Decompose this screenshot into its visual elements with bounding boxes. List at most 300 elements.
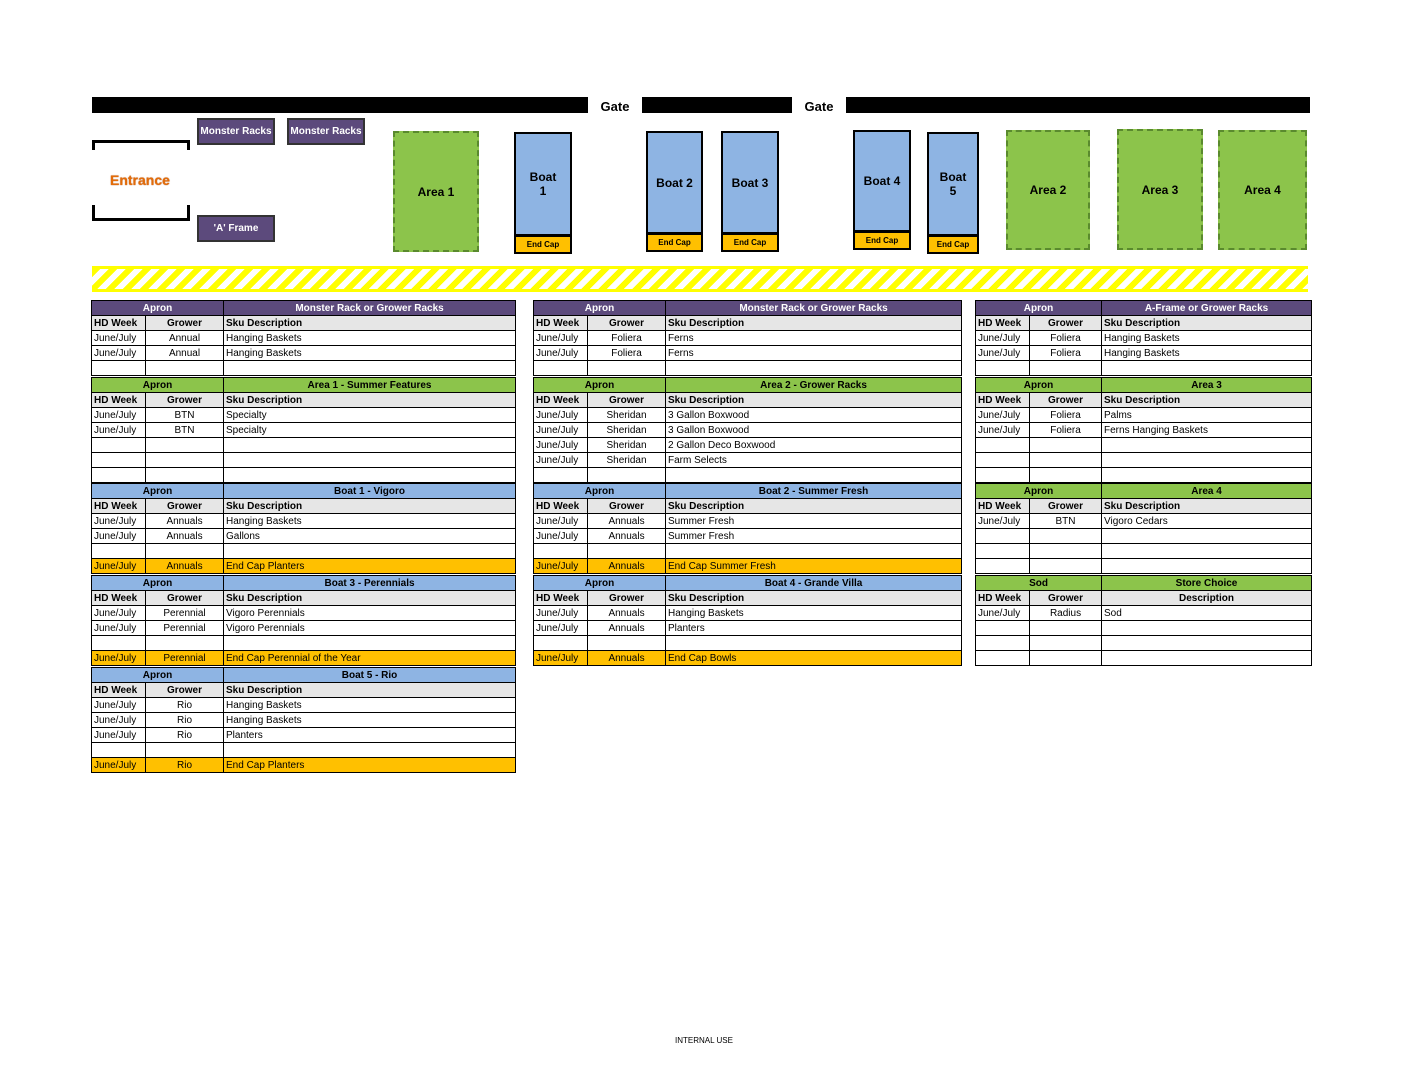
section-title: Boat 3 - Perennials [224,576,516,591]
boat-4-end-cap: End Cap [853,231,911,250]
section-left-header: Apron [534,378,666,393]
cell-grower [1030,529,1102,544]
cell-hd-week: June/July [534,529,588,544]
section-left-header: Apron [92,668,224,683]
cell-grower: Sheridan [588,438,666,453]
cell-grower [1030,651,1102,666]
cell-grower [1030,636,1102,651]
col-header-hd-week: HD Week [92,393,146,408]
table-row [92,468,516,483]
table-row [976,559,1312,574]
cell-hd-week: June/July [92,728,146,743]
cell-grower: Foliera [588,331,666,346]
cell-sku [666,361,962,376]
col-header-hd-week: HD Week [92,499,146,514]
section-left-header: Apron [534,484,666,499]
cell-grower [1030,361,1102,376]
table-row [976,636,1312,651]
col-header-sku: Sku Description [1102,393,1312,408]
cell-grower: Foliera [1030,331,1102,346]
cell-sku [224,468,516,483]
table-row [976,423,1312,438]
section-left-header: Apron [976,484,1102,499]
cell-sku [1102,636,1312,651]
table-row [976,408,1312,423]
section-title: Area 1 - Summer Features [224,378,516,393]
cell-hd-week: June/July [92,559,146,574]
cell-grower: BTN [1030,514,1102,529]
cell-hd-week: June/July [92,423,146,438]
table-s5 [533,377,962,483]
col-header-hd-week: HD Week [976,393,1030,408]
cell-grower [588,544,666,559]
col-header-sku: Sku Description [666,499,962,514]
cell-hd-week: June/July [92,514,146,529]
cell-hd-week: June/July [92,408,146,423]
cell-sku [224,438,516,453]
boat-5 [927,132,979,236]
col-header-grower: Grower [588,393,666,408]
cell-sku: Summer Fresh [666,514,962,529]
cell-sku: Hanging Baskets [224,713,516,728]
cell-grower: Annuals [588,514,666,529]
col-header-sku: Sku Description [224,499,516,514]
cell-sku [224,636,516,651]
col-header-hd-week: HD Week [976,591,1030,606]
cell-grower: Annuals [588,559,666,574]
cell-sku [224,743,516,758]
cell-sku [1102,468,1312,483]
cell-sku: Vigoro Perennials [224,606,516,621]
col-header-sku: Sku Description [666,393,962,408]
cell-hd-week [534,361,588,376]
cell-hd-week: June/July [534,453,588,468]
cell-hd-week: June/July [92,621,146,636]
cell-grower: Rio [146,713,224,728]
gate-label-2: Gate [804,99,834,114]
col-header-sku: Sku Description [224,591,516,606]
cell-grower: Foliera [1030,346,1102,361]
cell-grower [146,453,224,468]
cell-grower: Perennial [146,606,224,621]
col-header-sku: Sku Description [666,316,962,331]
cell-grower [1030,621,1102,636]
table-row [534,331,962,346]
table-row [534,423,962,438]
cell-sku [1102,438,1312,453]
cell-sku: Ferns [666,346,962,361]
table-row [534,453,962,468]
end-cap-row [534,559,962,574]
cell-grower: Annuals [588,651,666,666]
cell-hd-week: June/July [92,529,146,544]
table-row [976,651,1312,666]
cell-sku: Ferns Hanging Baskets [1102,423,1312,438]
cell-hd-week: June/July [976,423,1030,438]
section-title: Area 4 [1102,484,1312,499]
col-header-sku: Sku Description [224,316,516,331]
boat-4: Boat 4 [853,130,911,232]
cell-hd-week [976,529,1030,544]
col-header-sku: Sku Description [1102,316,1312,331]
cell-sku [666,468,962,483]
section-title: Area 3 [1102,378,1312,393]
cell-sku [1102,651,1312,666]
fence-bar-3 [846,97,1310,113]
boat-2-end-cap: End Cap [646,233,703,252]
table-row [92,408,516,423]
cell-sku [1102,361,1312,376]
table-row [534,636,962,651]
cell-grower: Sheridan [588,408,666,423]
table-row [92,728,516,743]
cell-hd-week [976,468,1030,483]
cell-hd-week: June/July [92,698,146,713]
table-row [534,361,962,376]
boat-2: Boat 2 [646,131,703,234]
cell-sku: Vigoro Perennials [224,621,516,636]
cell-grower [1030,544,1102,559]
area-2: Area 2 [1006,130,1090,250]
cell-grower: Rio [146,728,224,743]
cell-hd-week [92,636,146,651]
cell-sku: End Cap Planters [224,559,516,574]
a-frame: 'A' Frame [197,215,275,242]
table-s3 [975,300,1312,376]
boat-1-end-cap: End Cap [514,235,572,254]
col-header-sku: Sku Description [666,591,962,606]
cell-sku: Farm Selects [666,453,962,468]
col-header-description: Description [1102,591,1312,606]
col-header-grower: Grower [146,316,224,331]
cell-sku: Planters [224,728,516,743]
table-row [92,423,516,438]
boat-3: Boat 3 [721,131,779,234]
gate-label-1: Gate [600,99,630,114]
cell-sku: Planters [666,621,962,636]
entrance-bracket-top [92,140,190,150]
cell-sku [1102,559,1312,574]
cell-sku: End Cap Summer Fresh [666,559,962,574]
section-title: Boat 4 - Grande Villa [666,576,962,591]
table-row [976,529,1312,544]
table-row [534,468,962,483]
table-row [92,544,516,559]
section-left-header: Sod [976,576,1102,591]
boat-1-label: Boat 1 [529,170,557,198]
cell-sku: End Cap Bowls [666,651,962,666]
cell-sku [1102,529,1312,544]
cell-hd-week: June/July [92,346,146,361]
cell-grower: Annuals [146,529,224,544]
table-row [534,606,962,621]
cell-hd-week [976,361,1030,376]
cell-sku: Specialty [224,423,516,438]
section-left-header: Apron [92,301,224,316]
cell-sku: End Cap Planters [224,758,516,773]
col-header-grower: Grower [1030,499,1102,514]
table-row [92,636,516,651]
section-title: Store Choice [1102,576,1312,591]
cell-grower [146,361,224,376]
cell-hd-week [92,361,146,376]
table-row [534,514,962,529]
cell-sku: Specialty [224,408,516,423]
cell-sku: Palms [1102,408,1312,423]
cell-hd-week: June/July [534,331,588,346]
col-header-hd-week: HD Week [92,591,146,606]
table-row [92,743,516,758]
table-row [534,346,962,361]
section-left-header: Apron [976,378,1102,393]
cell-grower: Annual [146,331,224,346]
cell-sku: Gallons [224,529,516,544]
table-s2 [533,300,962,376]
cell-sku: Hanging Baskets [224,698,516,713]
cell-sku: Hanging Baskets [1102,346,1312,361]
section-left-header: Apron [534,301,666,316]
table-s6 [975,377,1312,483]
cell-hd-week: June/July [92,331,146,346]
cell-hd-week: June/July [976,331,1030,346]
table-row [976,514,1312,529]
cell-hd-week [92,438,146,453]
end-cap-row [92,758,516,773]
cell-hd-week: June/July [534,438,588,453]
cell-hd-week: June/July [534,621,588,636]
cell-grower: Annuals [146,514,224,529]
fence-bar-2 [642,97,792,113]
cell-sku [224,361,516,376]
boat-5-label: Boat 5 [939,170,967,198]
table-s11 [533,575,962,666]
table-row [534,544,962,559]
col-header-sku: Sku Description [224,393,516,408]
cell-hd-week: June/July [976,408,1030,423]
section-title: Boat 1 - Vigoro [224,484,516,499]
cell-hd-week [534,544,588,559]
boat-1 [514,132,572,236]
table-row [534,621,962,636]
cell-hd-week: June/July [92,651,146,666]
cell-hd-week [976,544,1030,559]
boat-3-end-cap: End Cap [721,233,779,252]
cell-grower [588,636,666,651]
table-row [92,713,516,728]
section-left-header: Apron [92,378,224,393]
table-row [976,453,1312,468]
cell-sku: Hanging Baskets [224,331,516,346]
table-row [976,346,1312,361]
cell-grower [588,468,666,483]
cell-grower: Sheridan [588,423,666,438]
table-row [92,606,516,621]
cell-hd-week: June/July [534,423,588,438]
cell-sku [1102,544,1312,559]
cell-hd-week: June/July [534,559,588,574]
cell-hd-week: June/July [92,606,146,621]
section-left-header: Apron [92,484,224,499]
col-header-grower: Grower [146,591,224,606]
cell-grower: Sheridan [588,453,666,468]
table-row [534,529,962,544]
aisle-hatch [92,266,1308,292]
section-title: Monster Rack or Grower Racks [666,301,962,316]
table-row [976,468,1312,483]
cell-hd-week [92,743,146,758]
cell-hd-week [976,636,1030,651]
table-row [976,438,1312,453]
cell-hd-week: June/July [976,606,1030,621]
fence-bar-1 [92,97,588,113]
cell-hd-week: June/July [534,346,588,361]
footer-internal-use: INTERNAL USE [675,1036,733,1045]
cell-sku: Sod [1102,606,1312,621]
table-row [92,438,516,453]
cell-sku: Ferns [666,331,962,346]
cell-hd-week: June/July [534,408,588,423]
cell-grower: BTN [146,408,224,423]
col-header-hd-week: HD Week [92,316,146,331]
entrance-bracket-bottom [92,205,190,221]
cell-grower: Annual [146,346,224,361]
section-left-header: Apron [976,301,1102,316]
cell-grower [146,743,224,758]
cell-grower: Annuals [588,621,666,636]
monster-racks-1: Monster Racks [197,118,275,145]
col-header-sku: Sku Description [1102,499,1312,514]
cell-grower [588,361,666,376]
table-s12 [975,575,1312,666]
cell-sku: Summer Fresh [666,529,962,544]
cell-grower: Foliera [588,346,666,361]
cell-hd-week: June/July [976,346,1030,361]
section-title: A-Frame or Grower Racks [1102,301,1312,316]
cell-sku [1102,621,1312,636]
area-3: Area 3 [1117,129,1203,250]
cell-hd-week [92,544,146,559]
col-header-hd-week: HD Week [976,499,1030,514]
cell-sku [224,453,516,468]
cell-grower [146,544,224,559]
cell-hd-week [976,438,1030,453]
cell-sku: End Cap Perennial of the Year [224,651,516,666]
table-row [92,331,516,346]
cell-grower: Rio [146,758,224,773]
cell-grower [146,636,224,651]
table-row [92,453,516,468]
col-header-hd-week: HD Week [534,316,588,331]
cell-hd-week [976,621,1030,636]
cell-grower: BTN [146,423,224,438]
col-header-grower: Grower [146,499,224,514]
cell-sku: Hanging Baskets [224,514,516,529]
cell-sku: Vigoro Cedars [1102,514,1312,529]
table-s9 [975,483,1312,574]
section-left-header: Apron [92,576,224,591]
cell-hd-week [92,453,146,468]
table-s8 [533,483,962,574]
boat-5-end-cap: End Cap [927,235,979,254]
table-s1 [91,300,516,376]
table-s7 [91,483,516,574]
cell-hd-week [92,468,146,483]
col-header-grower: Grower [146,683,224,698]
end-cap-row [534,651,962,666]
table-row [976,621,1312,636]
cell-hd-week: June/July [534,606,588,621]
cell-hd-week [534,468,588,483]
cell-hd-week: June/July [92,758,146,773]
cell-grower [146,468,224,483]
area-4: Area 4 [1218,130,1307,250]
cell-grower: Annuals [588,606,666,621]
col-header-grower: Grower [588,499,666,514]
table-s13 [91,667,516,773]
table-row [976,331,1312,346]
cell-hd-week [976,651,1030,666]
col-header-hd-week: HD Week [534,393,588,408]
cell-grower: Foliera [1030,408,1102,423]
cell-sku: 3 Gallon Boxwood [666,423,962,438]
cell-sku: Hanging Baskets [666,606,962,621]
cell-grower: Rio [146,698,224,713]
table-row [976,361,1312,376]
entrance-label: Entrance [110,172,170,188]
col-header-hd-week: HD Week [976,316,1030,331]
cell-sku: Hanging Baskets [224,346,516,361]
section-title: Boat 2 - Summer Fresh [666,484,962,499]
table-row [92,621,516,636]
section-left-header: Apron [534,576,666,591]
cell-grower: Annuals [588,529,666,544]
cell-hd-week [976,453,1030,468]
cell-grower [146,438,224,453]
cell-sku [1102,453,1312,468]
section-title: Area 2 - Grower Racks [666,378,962,393]
col-header-grower: Grower [588,316,666,331]
area-1: Area 1 [393,131,479,252]
cell-sku [224,544,516,559]
section-title: Boat 5 - Rio [224,668,516,683]
col-header-grower: Grower [146,393,224,408]
col-header-hd-week: HD Week [534,499,588,514]
table-row [92,529,516,544]
table-row [92,361,516,376]
col-header-hd-week: HD Week [92,683,146,698]
cell-grower [1030,453,1102,468]
cell-sku [666,636,962,651]
cell-grower [1030,559,1102,574]
cell-hd-week: June/July [534,514,588,529]
table-row [534,438,962,453]
cell-grower: Annuals [146,559,224,574]
cell-sku [666,544,962,559]
cell-hd-week [976,559,1030,574]
col-header-sku: Sku Description [224,683,516,698]
cell-grower: Perennial [146,621,224,636]
col-header-grower: Grower [588,591,666,606]
cell-sku: 2 Gallon Deco Boxwood [666,438,962,453]
cell-grower: Perennial [146,651,224,666]
cell-hd-week: June/July [976,514,1030,529]
monster-racks-2: Monster Racks [287,118,365,145]
table-row [92,514,516,529]
cell-hd-week: June/July [92,713,146,728]
table-s4 [91,377,516,483]
table-row [976,606,1312,621]
table-row [976,544,1312,559]
